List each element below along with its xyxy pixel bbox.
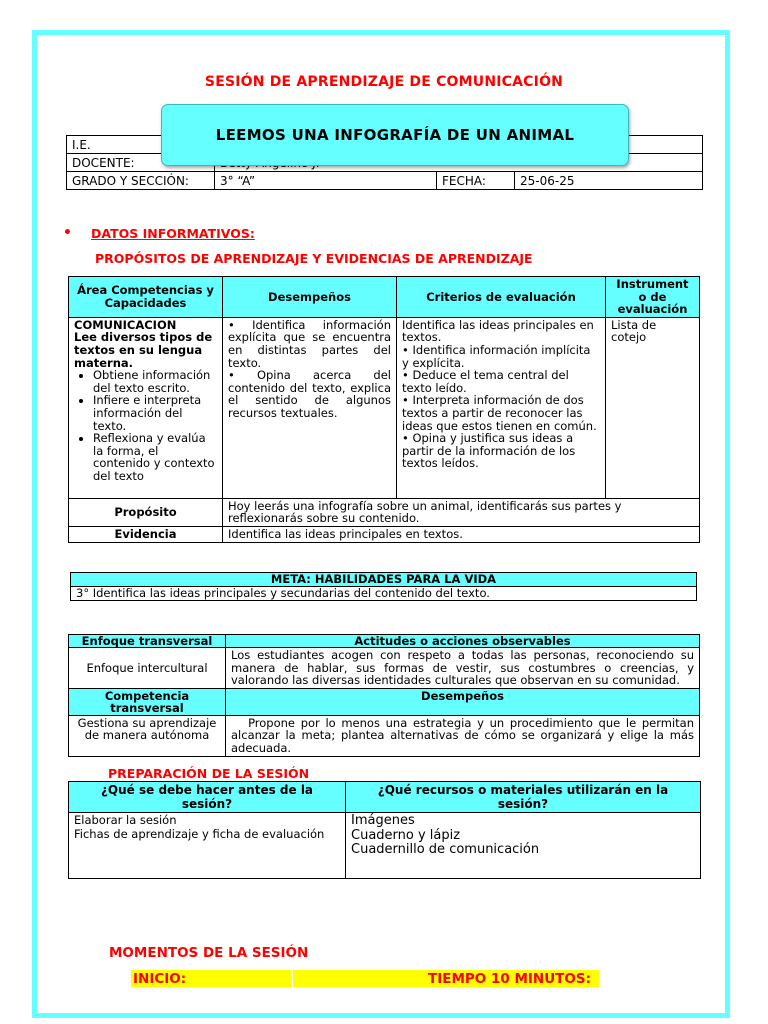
table-row xyxy=(69,715,700,756)
header-actitudes: Actitudes o acciones observables xyxy=(226,635,700,648)
meta-value: 3° Identifica las ideas principales y secundarias del contenido del texto. xyxy=(71,587,697,601)
enfoque-text: Los estudiantes acogen con respeto a todas las personas, reconociendo su manera de hablar, sus formas de vestir, sus costumbres o creencias, y valorando las diversas identidades culturales que observan en su comunidad. xyxy=(226,648,700,689)
header-competencia: Competencia transversal xyxy=(69,688,226,715)
instrumento-cell: Lista de cotejo xyxy=(606,317,700,498)
header-desempenos-2: Desempeños xyxy=(226,688,700,715)
table-header-row xyxy=(69,277,700,318)
competencia-text: Propone por lo menos una estrategia y un procedimiento que le permitan alcanzar la meta; plantea alternativas de cómo se organizará y elige la más adecuada. xyxy=(226,715,700,756)
fecha-value: 25-06-25 xyxy=(515,172,703,190)
list-item: • Infiere e interpreta información del texto. xyxy=(93,394,217,432)
table-row xyxy=(67,172,703,190)
header-recursos: ¿Qué recursos o materiales utilizarán en la sesión? xyxy=(346,782,701,813)
table-row xyxy=(69,498,700,526)
evidencia-label: Evidencia xyxy=(69,526,223,542)
proposito-label: Propósito xyxy=(69,498,223,526)
table-row xyxy=(69,648,700,689)
table-row xyxy=(69,317,700,498)
meta-table xyxy=(70,572,697,601)
desempenos-cell xyxy=(223,317,397,498)
list-item: Elaborar la sesión xyxy=(74,813,177,827)
header-enfoque: Enfoque transversal xyxy=(69,635,226,648)
ie-label: I.E. xyxy=(67,136,215,154)
table-header-row xyxy=(69,635,700,648)
evidencia-value: Identifica las ideas principales en textos. xyxy=(223,526,700,542)
table-row xyxy=(71,587,697,601)
list-item: • Interpreta información de dos textos a partir de reconocer las ideas que estos tienen en común. xyxy=(402,393,597,433)
preparacion-table xyxy=(68,781,701,879)
list-item: Identifica las ideas principales en textos. xyxy=(402,317,594,345)
antes-cell xyxy=(69,813,346,879)
tiempo-label: TIEMPO 10 MINUTOS: xyxy=(428,971,591,987)
list-item: • Identifica información implícita y explícita. xyxy=(402,342,591,370)
list-item: • Identifica información explícita que se encuentra en distintas partes del texto. xyxy=(228,317,391,370)
recursos-cell xyxy=(346,813,701,879)
datos-informativos-heading: DATOS INFORMATIVOS: xyxy=(91,226,255,241)
table-header-row xyxy=(69,782,701,813)
list-item: • Obtiene información del texto escrito. xyxy=(93,369,217,394)
header-desempenos: Desempeños xyxy=(223,277,397,318)
header-instrumento: Instrument o de evaluación xyxy=(606,277,700,318)
table-row xyxy=(69,526,700,542)
header-antes: ¿Qué se debe hacer antes de la sesión? xyxy=(69,782,346,813)
enfoque-name: Enfoque intercultural xyxy=(69,648,226,689)
meta-header: META: HABILIDADES PARA LA VIDA xyxy=(71,573,697,587)
bullet-icon: • xyxy=(63,225,72,241)
page-title: SESIÓN DE APRENDIZAJE DE COMUNICACIÓN xyxy=(204,74,564,90)
table-header-row xyxy=(69,688,700,715)
criterios-cell xyxy=(397,317,606,498)
table-row xyxy=(69,813,701,879)
propositos-heading: PROPÓSITOS DE APRENDIZAJE Y EVIDENCIAS DE APRENDIZAJE xyxy=(95,251,533,266)
list-item: • Deduce el tema central del texto leído. xyxy=(402,368,569,395)
session-banner xyxy=(161,104,629,166)
list-item: Cuadernillo de comunicación xyxy=(351,842,540,857)
area-title: COMUNICACION xyxy=(74,317,177,332)
grado-label: GRADO Y SECCIÓN: xyxy=(67,172,215,190)
header-area: Área Competencias y Capacidades xyxy=(69,277,223,318)
capacidades-list xyxy=(74,369,217,482)
list-item: • Reflexiona y evalúa la forma, el contenido y contexto del texto xyxy=(93,432,217,482)
preparacion-heading: PREPARACIÓN DE LA SESIÓN xyxy=(108,766,310,781)
grado-value: 3° “A” xyxy=(215,172,437,190)
competencia-name: Gestiona su aprendizaje de manera autónoma xyxy=(69,715,226,756)
docente-label: DOCENTE: xyxy=(67,154,215,172)
momentos-heading: MOMENTOS DE LA SESIÓN xyxy=(109,945,309,961)
proposito-value: Hoy leerás una infografía sobre un animal, identificarás sus partes y reflexionarás sobre su contenido. xyxy=(223,498,700,526)
area-cell xyxy=(69,317,223,498)
list-item: Cuaderno y lápiz xyxy=(351,827,461,843)
list-item: Imágenes xyxy=(351,813,415,828)
proposito-table xyxy=(68,276,700,543)
list-item: • Opina acerca del contenido del texto, explica el sentido de algunos recursos textuales. xyxy=(228,368,391,420)
list-item: • Opina y justifica sus ideas a partir de la información de los textos leídos. xyxy=(402,431,576,471)
list-item: Fichas de aprendizaje y ficha de evaluación xyxy=(74,826,325,841)
fecha-label: FECHA: xyxy=(437,172,515,190)
banner-text: LEEMOS UNA INFOGRAFÍA DE UN ANIMAL xyxy=(215,126,575,144)
area-competencia: Lee diversos tipos de textos en su lengua materna. xyxy=(74,330,213,370)
header-criterios: Criterios de evaluación xyxy=(397,277,606,318)
table-header-row xyxy=(71,573,697,587)
enfoque-table xyxy=(68,634,700,757)
inicio-label: INICIO: xyxy=(133,971,187,987)
